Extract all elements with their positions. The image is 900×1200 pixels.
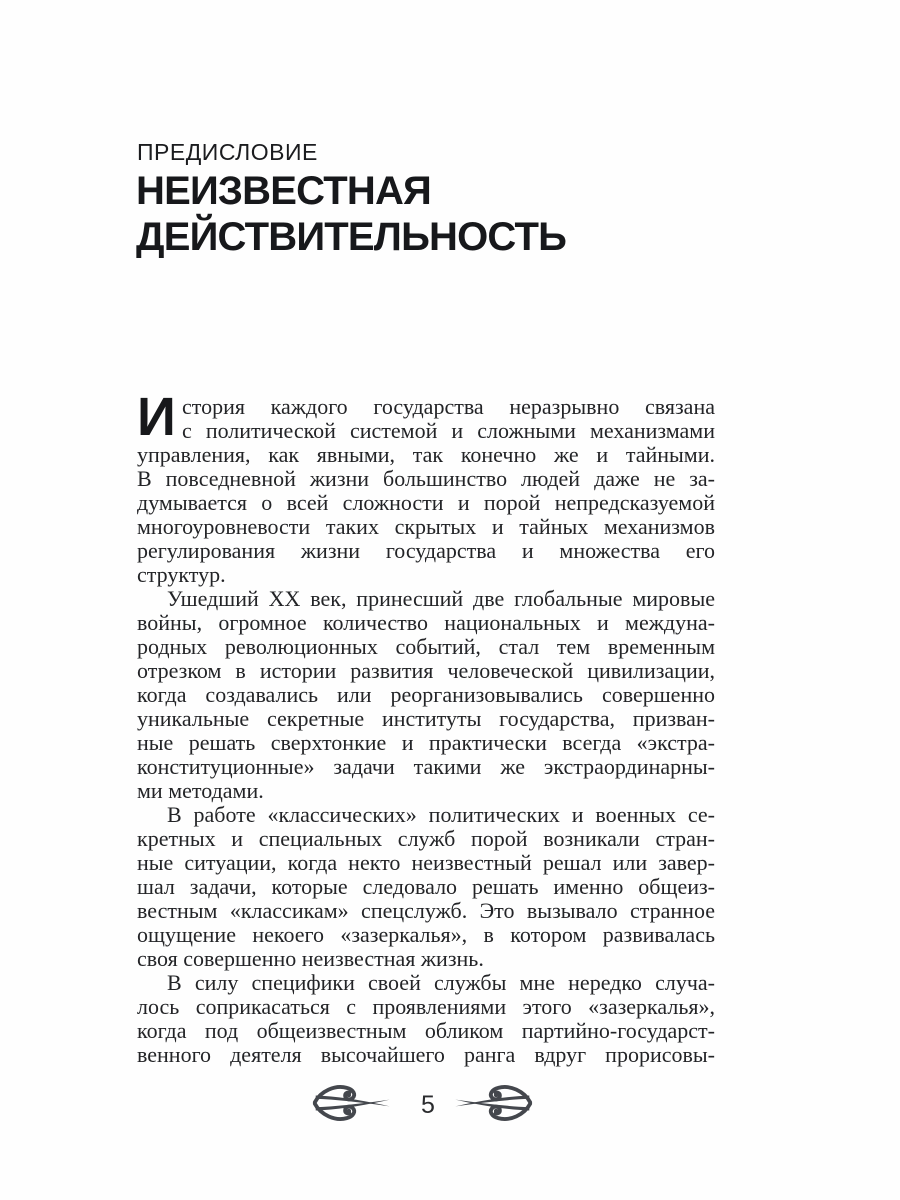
section-kicker: ПРЕДИСЛОВИЕ — [137, 139, 318, 165]
body-line: думывается о всей сложности и порой непредсказуемой — [137, 490, 715, 515]
body-line: отрезком в истории развития человеческой цивилизации, — [137, 658, 715, 683]
body-line: с политической системой и сложными механизмами — [182, 418, 715, 443]
body-line: конституционные» задачи такими же экстраординарны- — [137, 754, 715, 779]
body-line: ные решать сверхтонкие и практически всегда «экстра- — [137, 730, 715, 755]
body-line: венного деятеля высочайшего ранга вдруг прорисовы- — [137, 1042, 715, 1067]
flourish-left-icon — [309, 1082, 393, 1124]
body-line: шал задачи, которые следовало решать именно общеиз- — [137, 874, 715, 899]
body-line: вестным «классикам» спецслужб. Это вызывало странное — [137, 898, 715, 923]
paragraph-3 — [137, 803, 715, 971]
paragraph-2 — [137, 587, 715, 803]
page-title-line-1: НЕИЗВЕСТНАЯ — [136, 169, 431, 213]
paragraph-4 — [137, 971, 715, 1067]
body-line: ные ситуации, когда некто неизвестный решал или завер- — [137, 850, 715, 875]
body-line: родных революционных событий, стал тем временным — [137, 634, 715, 659]
flourish-right-icon — [452, 1082, 536, 1124]
body-line: В повседневной жизни большинство людей даже не за- — [137, 466, 715, 491]
body-line: ощущение некоего «зазеркалья», в котором развивалась — [137, 922, 715, 947]
page-number: 5 — [421, 1091, 435, 1119]
body-line: структур. — [137, 562, 226, 587]
paragraph-1 — [137, 387, 715, 587]
body-line: уникальные секретные институты государства, призван- — [137, 706, 715, 731]
body-line: кретных и специальных служб порой возникали стран- — [137, 826, 715, 851]
body-text — [137, 387, 715, 1067]
drop-cap: И — [137, 387, 176, 447]
body-line: своя совершенно неизвестная жизнь. — [137, 946, 484, 971]
body-line: регулирования жизни государства и множества его — [137, 538, 715, 563]
body-line: когда создавались или реорганизовывались совершенно — [137, 682, 715, 707]
page-title — [136, 168, 566, 260]
body-line: управления, как явными, так конечно же и тайными. — [137, 442, 715, 467]
body-line: ми методами. — [137, 778, 264, 803]
body-line: многоуровневости таких скрытых и тайных механизмов — [137, 514, 715, 539]
body-line: войны, огромное количество национальных и междуна- — [137, 610, 715, 635]
body-line: В силу специфики своей службы мне нередко случа- — [167, 970, 715, 995]
body-line: когда под общеизвестным обликом партийно-государст- — [137, 1018, 715, 1043]
page-title-line-2: ДЕЙСТВИТЕЛЬНОСТЬ — [136, 215, 567, 259]
body-line: Ушедший XX век, принесший две глобальные мировые — [167, 586, 715, 611]
body-line: стория каждого государства неразрывно связана — [182, 394, 715, 419]
body-line: лось соприкасаться с проявлениями этого «зазеркалья», — [137, 994, 715, 1019]
body-line: В работе «классических» политических и военных се- — [167, 802, 715, 827]
